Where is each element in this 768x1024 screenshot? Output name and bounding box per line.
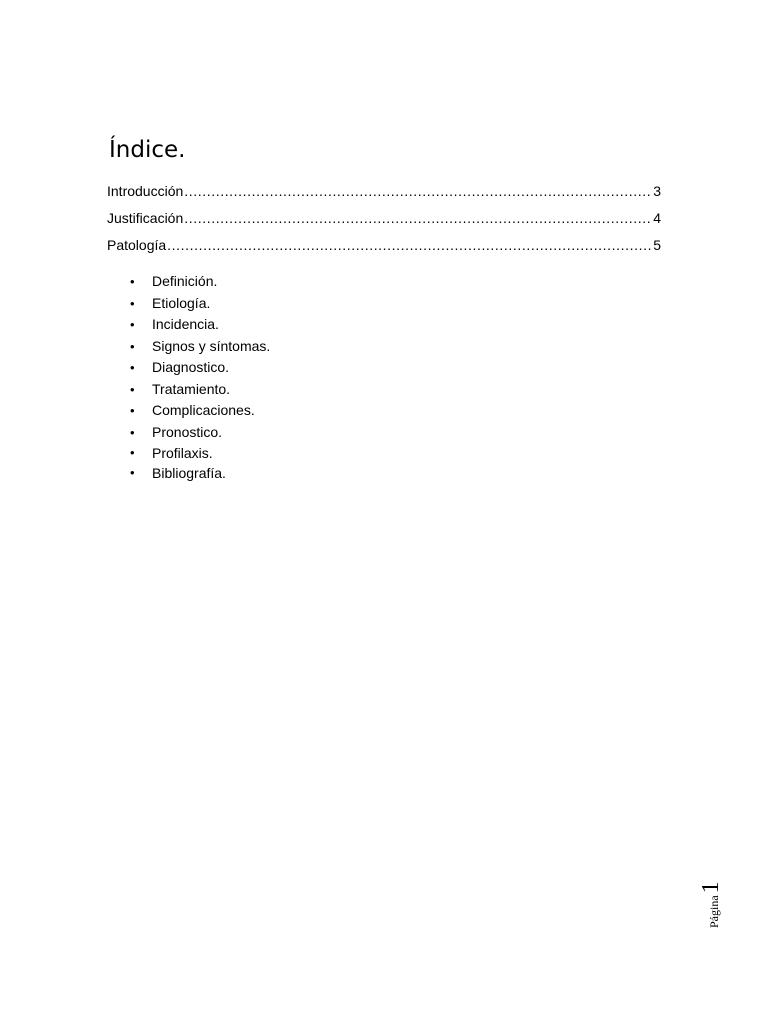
toc-entry-patologia[interactable]: [107, 236, 661, 263]
list-item-text: Pronostico.: [152, 423, 223, 440]
bullet-icon: •: [130, 338, 135, 354]
list-item: [130, 422, 270, 444]
table-of-contents: [107, 182, 661, 263]
list-item: [130, 336, 270, 358]
bullet-icon: •: [130, 445, 135, 460]
bullet-icon: •: [130, 424, 135, 440]
list-item-text: Diagnostico.: [152, 359, 230, 375]
list-item-text: Complicaciones.: [152, 402, 255, 418]
list-item: [130, 271, 270, 293]
bullet-icon: •: [130, 274, 135, 289]
list-item: [130, 400, 270, 422]
bullet-icon: •: [130, 403, 135, 418]
bullet-icon: •: [130, 360, 135, 375]
list-item: [130, 463, 270, 483]
page-number-rotated: [698, 881, 725, 928]
page-label: Página: [707, 895, 721, 928]
list-item-text: Tratamiento.: [152, 380, 231, 397]
list-item: [130, 293, 270, 315]
page-title: Índice.: [109, 137, 186, 163]
bullet-icon: •: [130, 381, 135, 397]
toc-entry-page-number: 5: [653, 237, 661, 253]
list-item-text: Signos y síntomas.: [152, 337, 271, 354]
list-item-text: Incidencia.: [152, 316, 219, 332]
toc-dot-leader: [167, 236, 652, 254]
topic-bullet-list: [130, 271, 270, 483]
bullet-icon: •: [130, 317, 135, 332]
page-number-footer: [690, 870, 740, 930]
bullet-icon: •: [130, 465, 135, 480]
list-item-text: Bibliografía.: [152, 465, 226, 481]
list-item: [130, 357, 270, 379]
list-item: [130, 443, 270, 463]
toc-dot-leader: [184, 209, 652, 227]
toc-entry-page-number: 3: [653, 183, 661, 199]
list-item-text: Profilaxis.: [152, 445, 213, 461]
toc-entry-page-number: 4: [653, 210, 661, 226]
list-item-text: Definición.: [152, 273, 218, 289]
page-number: 1: [698, 881, 724, 894]
toc-entry-label: Justificación: [107, 210, 184, 226]
toc-entry-introduccion[interactable]: [107, 182, 661, 209]
list-item: [130, 379, 270, 401]
list-item: [130, 314, 270, 336]
toc-entry-label: Patología: [107, 237, 167, 253]
toc-entry-justificacion[interactable]: [107, 209, 661, 236]
list-item-text: Etiología.: [152, 294, 211, 311]
bullet-icon: •: [130, 295, 135, 311]
toc-dot-leader: [184, 182, 652, 200]
toc-entry-label: Introducción: [107, 183, 184, 199]
